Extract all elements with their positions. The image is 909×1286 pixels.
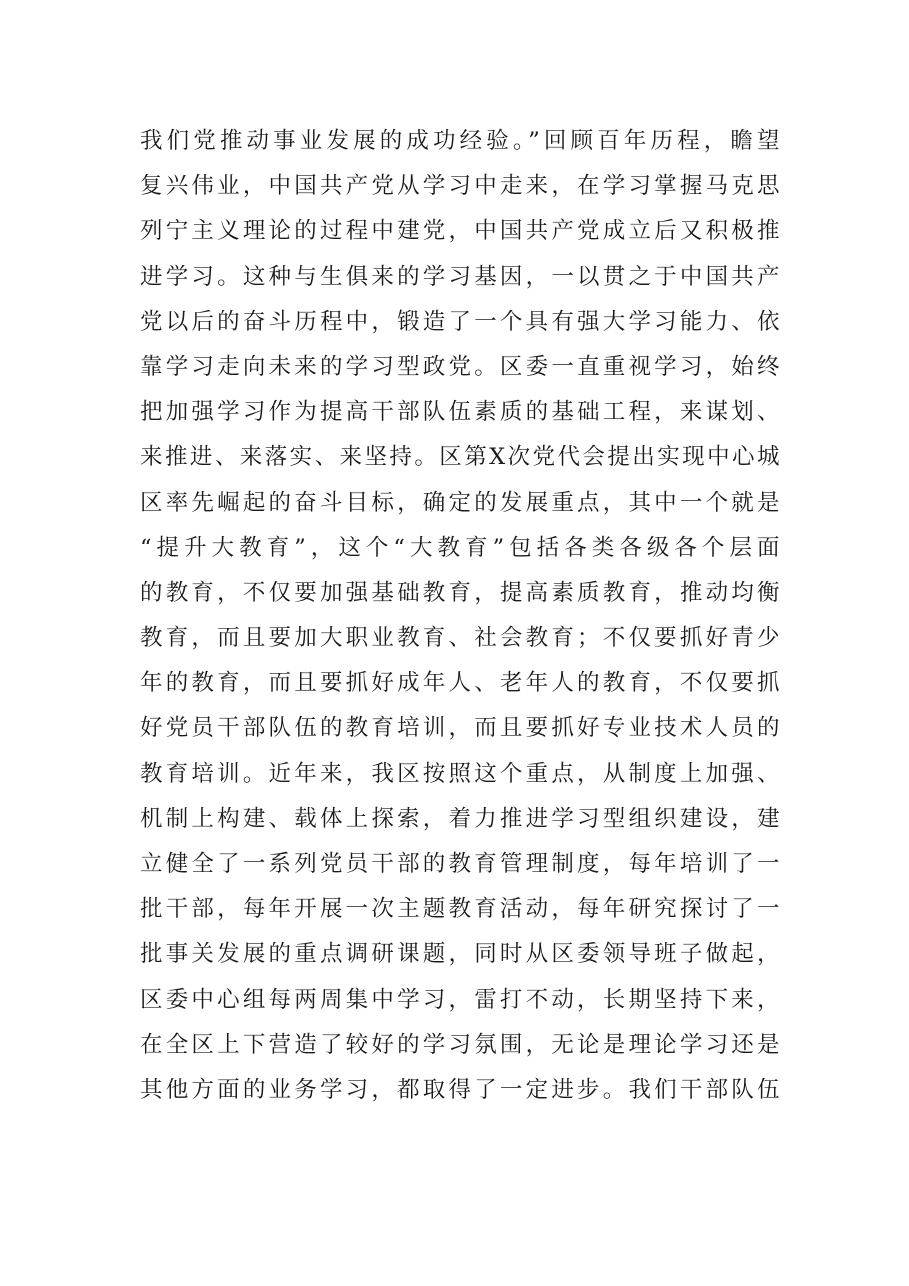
text-line: 区委中心组每两周集中学习，雷打不动，长期坚持下来， [140, 986, 780, 1013]
text-line: 教育，而且要加大职业教育、社会教育；不仅要抓好青少 [140, 625, 780, 652]
text-line: 来推进、来落实、来坚持。区第Ⅹ次党代会提出实现中心城 [140, 444, 780, 471]
text-line: 复兴伟业，中国共产党从学习中走来，在学习掌握马克思 [140, 173, 780, 200]
text-line: 进学习。这种与生俱来的学习基因，一以贯之于中国共产 [140, 263, 780, 290]
text-line: 列宁主义理论的过程中建党，中国共产党成立后又积极推 [140, 218, 780, 245]
text-line: 党以后的奋斗历程中，锻造了一个具有强大学习能力、依 [140, 308, 780, 335]
text-line: 年的教育，而且要抓好成年人、老年人的教育，不仅要抓 [140, 670, 780, 697]
body-paragraph [140, 119, 780, 1113]
text-line: 其他方面的业务学习，都取得了一定进步。我们干部队伍 [140, 1076, 780, 1103]
text-line: “提升大教育”，这个“大教育”包括各类各级各个层面 [140, 534, 780, 561]
text-line: 机制上构建、载体上探索，着力推进学习型组织建设，建 [140, 805, 780, 832]
text-line: 在全区上下营造了较好的学习氛围，无论是理论学习还是 [140, 1031, 780, 1058]
text-line: 立健全了一系列党员干部的教育管理制度，每年培训了一 [140, 851, 780, 877]
text-line: 好党员干部队伍的教育培训，而且要抓好专业技术人员的 [140, 715, 780, 742]
text-line: 把加强学习作为提高干部队伍素质的基础工程，来谋划、 [140, 399, 780, 426]
text-line: 批事关发展的重点调研课题，同时从区委领导班子做起， [140, 941, 780, 968]
text-line: 教育培训。近年来，我区按照这个重点，从制度上加强、 [140, 760, 780, 787]
text-line: 批干部，每年开展一次主题教育活动，每年研究探讨了一 [140, 896, 780, 923]
text-line: 靠学习走向未来的学习型政党。区委一直重视学习，始终 [140, 353, 780, 380]
text-line: 我们党推动事业发展的成功经验。”回顾百年历程，瞻望 [140, 128, 780, 154]
text-line: 区率先崛起的奋斗目标，确定的发展重点，其中一个就是 [140, 489, 780, 516]
text-line: 的教育，不仅要加强基础教育，提高素质教育，推动均衡 [140, 579, 780, 606]
